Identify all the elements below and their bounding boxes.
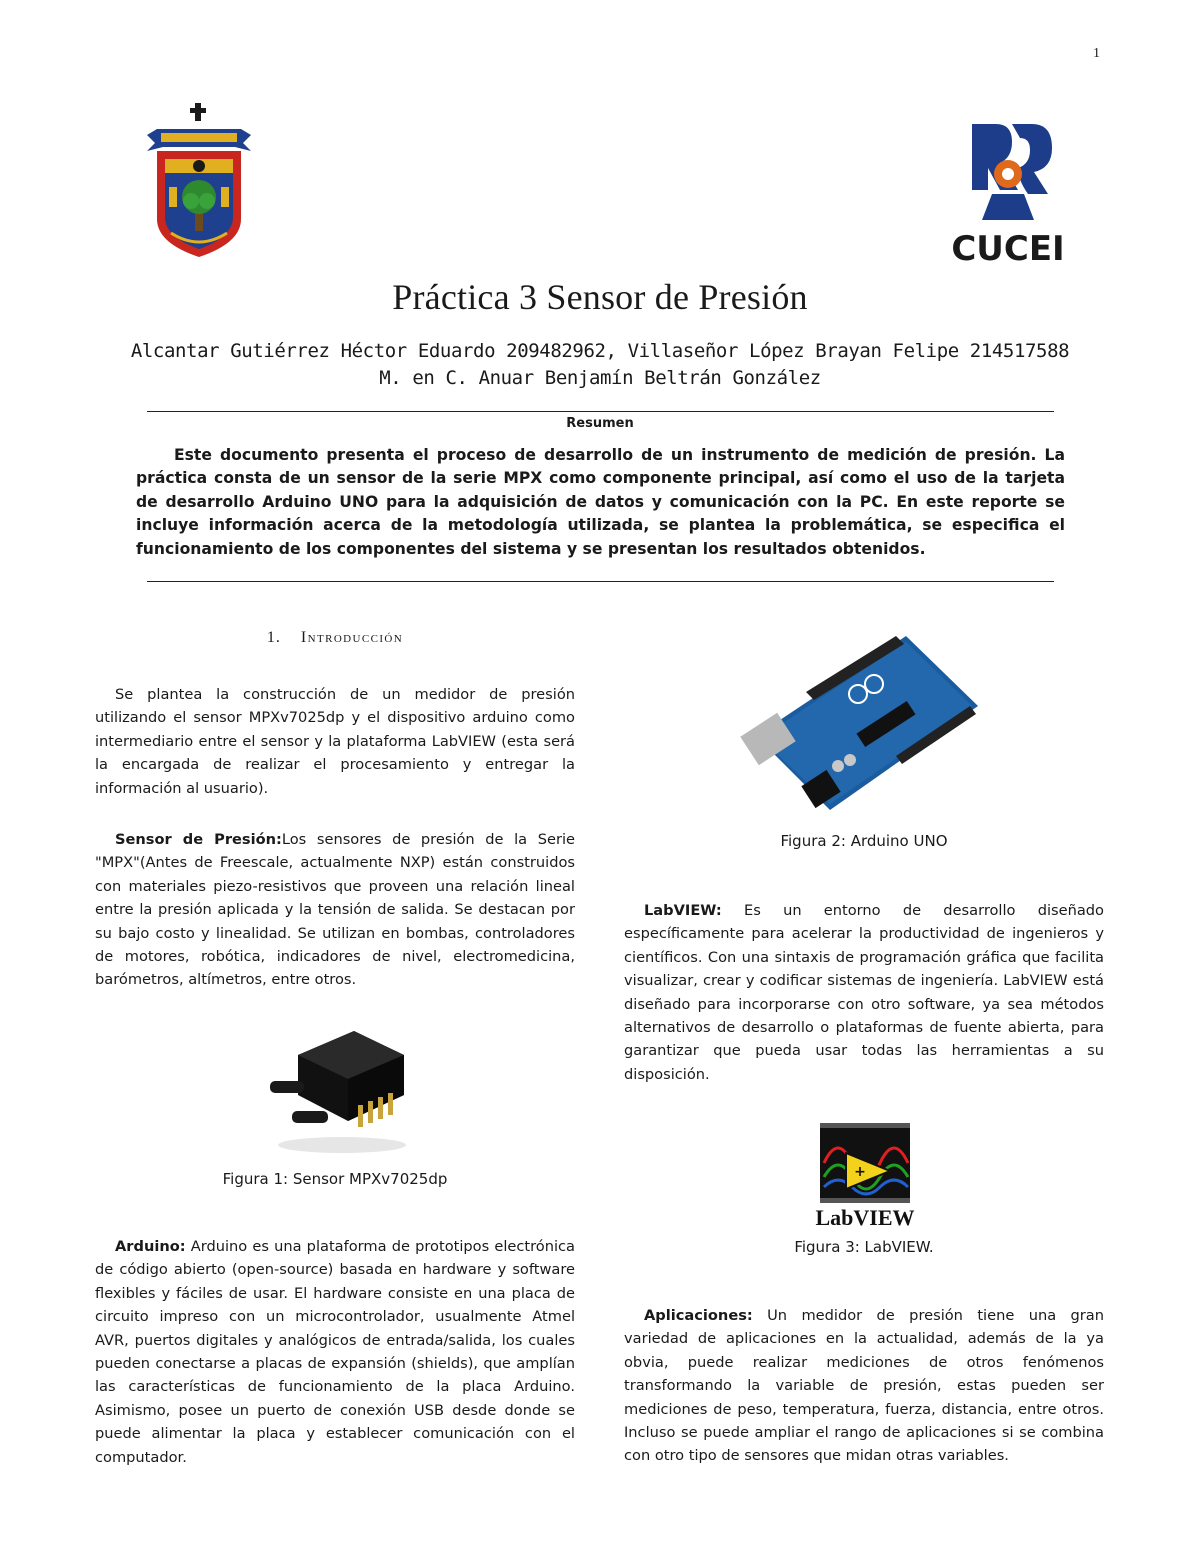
abstract-heading: Resumen [566, 416, 634, 431]
figure-3-labview-logo [815, 1123, 915, 1231]
section-heading [95, 629, 575, 647]
university-seal-logo [147, 103, 251, 259]
abstract-body: Este documento presenta el proceso de desarrollo de un instrumento de medición de presión. La práctica consta de un sensor de la serie MPX como componente principal, así como el uso de la tarjeta de desarrollo Arduino UNO para la adquisición de datos y comunicación con la PC. En este reporte se incluye información acerca de la metodología utilizada, se plantea la problemática, se especifica el funcionamiento de los componentes del sistema y se presentan los resultados obtenidos. [136, 446, 1065, 558]
sensor-paragraph [95, 828, 575, 992]
abstract-top-rule [147, 411, 1054, 412]
section-title: Introducción [300, 629, 404, 646]
applications-label: Aplicaciones: [644, 1307, 753, 1324]
figure-1-caption: Figura 1: Sensor MPXv7025dp [222, 1170, 448, 1188]
figure-3-caption: Figura 3: LabVIEW. [794, 1238, 934, 1256]
section-number: 1. [266, 629, 281, 646]
advisor-line: M. en C. Anuar Benjamín Beltrán González [379, 367, 821, 389]
figure-1-sensor-image [262, 1025, 410, 1157]
applications-body: Un medidor de presión tiene una gran variedad de aplicaciones en la actualidad, además de la ya obvia, puede realizar mediciones de otros fenómenos transformando la variable de presión, estas pueden ser mediciones de peso, temperatura, fuerza, distancia, entre otros. Incluso se puede ampliar el rango de aplicaciones si se combina con otro tipo de sensores que midan otras variables. [624, 1307, 1104, 1465]
applications-paragraph [624, 1304, 1104, 1468]
figure-2-caption: Figura 2: Arduino UNO [780, 832, 948, 850]
labview-paragraph [624, 899, 1104, 1086]
cucei-logo [951, 120, 1065, 269]
svg-text:+: + [854, 1164, 866, 1180]
labview-logo-text: LabVIEW [815, 1205, 915, 1230]
arduino-label: Arduino: [115, 1238, 186, 1255]
arduino-body: Arduino es una plataforma de prototipos electrónica de código abierto (open-source) basada en hardware y software flexibles y fáciles de usar. El hardware consiste en una placa de circuito impreso con un microcontrolador, usualmente Atmel AVR, puertos digitales y analógicos de entrada/salida, los cuales pueden conectarse a placas de expansión (shields), que amplían las características de funcionamiento de la placa Arduino. Asimismo, posee un puerto de conexión USB desde donde se puede alimentar la placa y establecer comunicación con el computador. [95, 1238, 575, 1466]
labview-body: Es un entorno de desarrollo diseñado específicamente para acelerar la productividad de ingenieros y científicos. Con una sintaxis de programación gráfica que facilita visualizar, crear y codificar sistemas de ingeniería. LabVIEW está diseñado para incorporarse con otro software, ya sea métodos alternativos de desarrollo o plataformas de fuente abierta, para garantizar que pueda usar todas las herramientas a su disposición. [624, 902, 1104, 1083]
abstract-bottom-rule [147, 581, 1054, 582]
arduino-paragraph [95, 1235, 575, 1469]
labview-label: LabVIEW: [644, 902, 722, 919]
cucei-logo-text: CUCEI [951, 229, 1065, 269]
figure-2-arduino-image [746, 626, 984, 818]
paper-title: Práctica 3 Sensor de Presión [392, 277, 808, 317]
sensor-label: Sensor de Presión: [115, 831, 282, 848]
page-number: 1 [1093, 46, 1100, 61]
sensor-body: Los sensores de presión de la Serie "MPX"(Antes de Freescale, actualmente NXP) están construidos con materiales piezo-resistivos que proveen una relación lineal entre la presión aplicada y la tensión de salida. Se destacan por su bajo costo y linealidad. Se utilizan en bombas, controladores de motores, robótica, indicadores de nivel, electromedicina, barómetros, altímetros, entre otros. [95, 831, 575, 989]
intro-paragraph: Se plantea la construcción de un medidor de presión utilizando el sensor MPXv7025dp y el dispositivo arduino como intermediario entre el sensor y la plataforma LabVIEW (esta será la encargada de realizar el procesamiento y entregar la información al usuario). [95, 686, 575, 797]
authors-line: Alcantar Gutiérrez Héctor Eduardo 209482962, Villaseñor López Brayan Felipe 214517588 [130, 340, 1070, 362]
